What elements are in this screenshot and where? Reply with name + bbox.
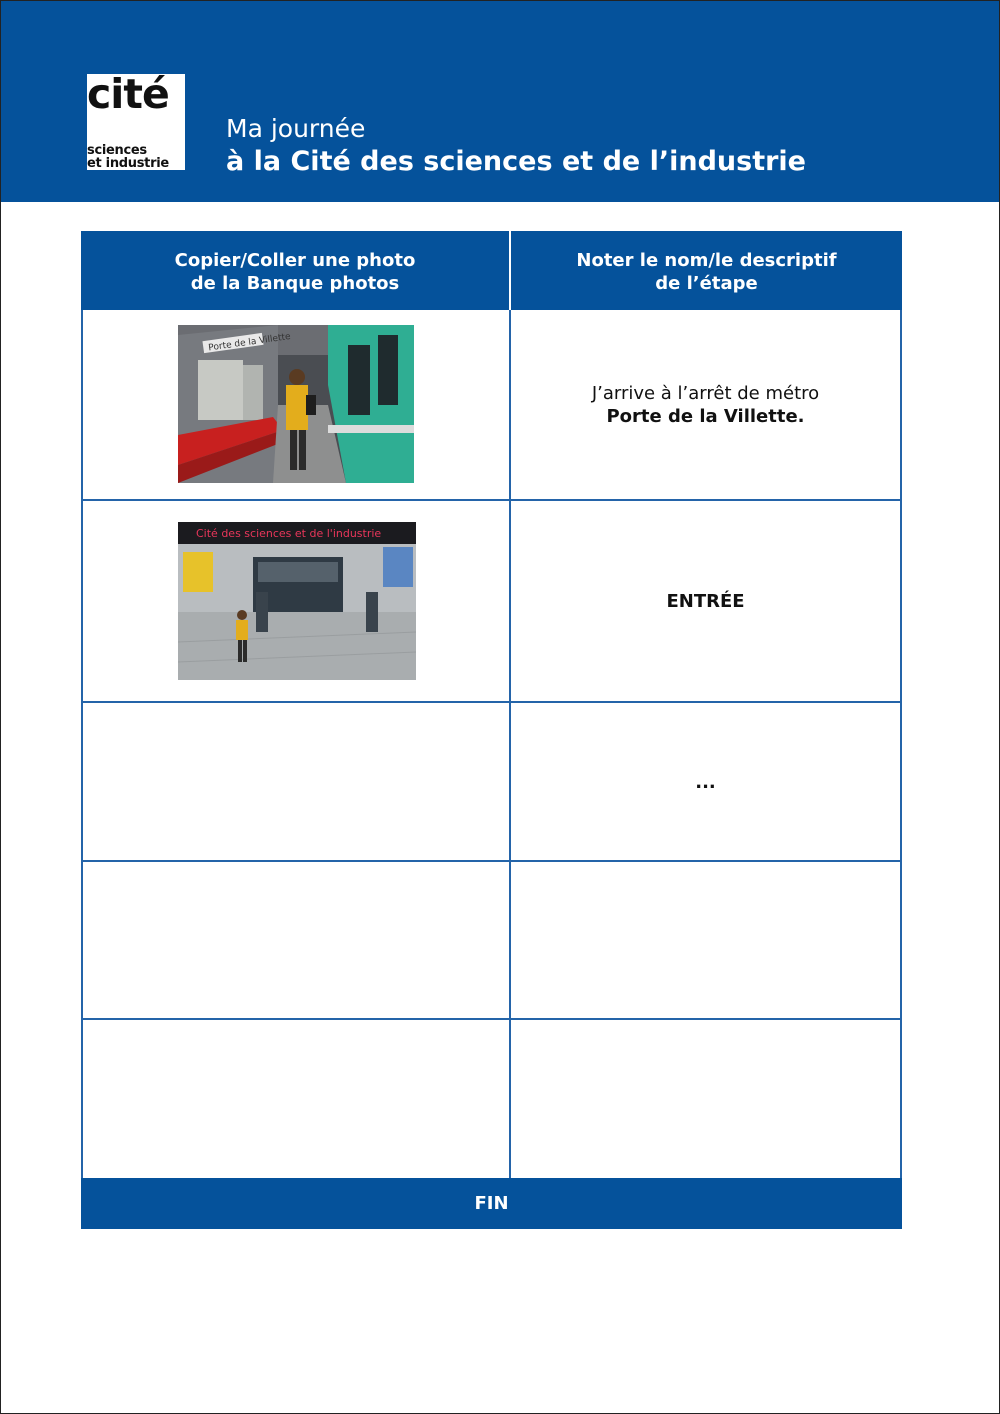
cite-logo [87,70,185,171]
entrance-photo[interactable] [178,522,416,680]
table-row [81,501,902,703]
row-1-text-bold: Porte de la Villette. [606,405,805,427]
row-2-text-bold: ENTRÉE [666,590,745,612]
column-header-photo [81,231,509,310]
entrance-photo-image [178,522,416,680]
table-row [81,310,902,501]
building-sign-text: Cité des sciences et de l'industrie [196,527,382,540]
header-title: à la Cité des sciences et de l’industrie [226,146,806,177]
metro-photo[interactable] [178,325,414,483]
table-row [81,703,902,862]
table-row [81,862,902,1020]
row-3-text-bold: ... [695,772,716,793]
row-1-text: J’arrive à l’arrêt de métro [591,382,820,404]
column-header-description-line1: Noter le nom/le descriptif [576,250,837,271]
row-1-description [511,310,900,499]
row-5-description[interactable] [511,1020,900,1178]
metro-station-sign: Porte de la Villette [207,331,292,354]
metro-photo-image [178,325,414,483]
logo-tagline-line1: sciences [87,143,147,158]
header-band [1,1,999,202]
row-2-description [511,501,900,701]
logo-tagline-line2: et industrie [87,156,169,171]
itinerary-table [81,231,902,1229]
row-3-description[interactable] [511,703,900,860]
logo-tagline [87,144,169,170]
column-header-photo-line1: Copier/Coller une photo [174,250,416,271]
header-subtitle: Ma journée [226,114,366,143]
table-row [81,1020,902,1178]
column-header-description-line2: de l’étape [655,273,758,294]
logo-word: cité [87,70,169,118]
column-header-description [509,231,902,310]
row-4-description[interactable] [511,862,900,1018]
column-header-photo-line2: de la Banque photos [190,273,400,294]
table-footer: FIN [81,1178,902,1229]
